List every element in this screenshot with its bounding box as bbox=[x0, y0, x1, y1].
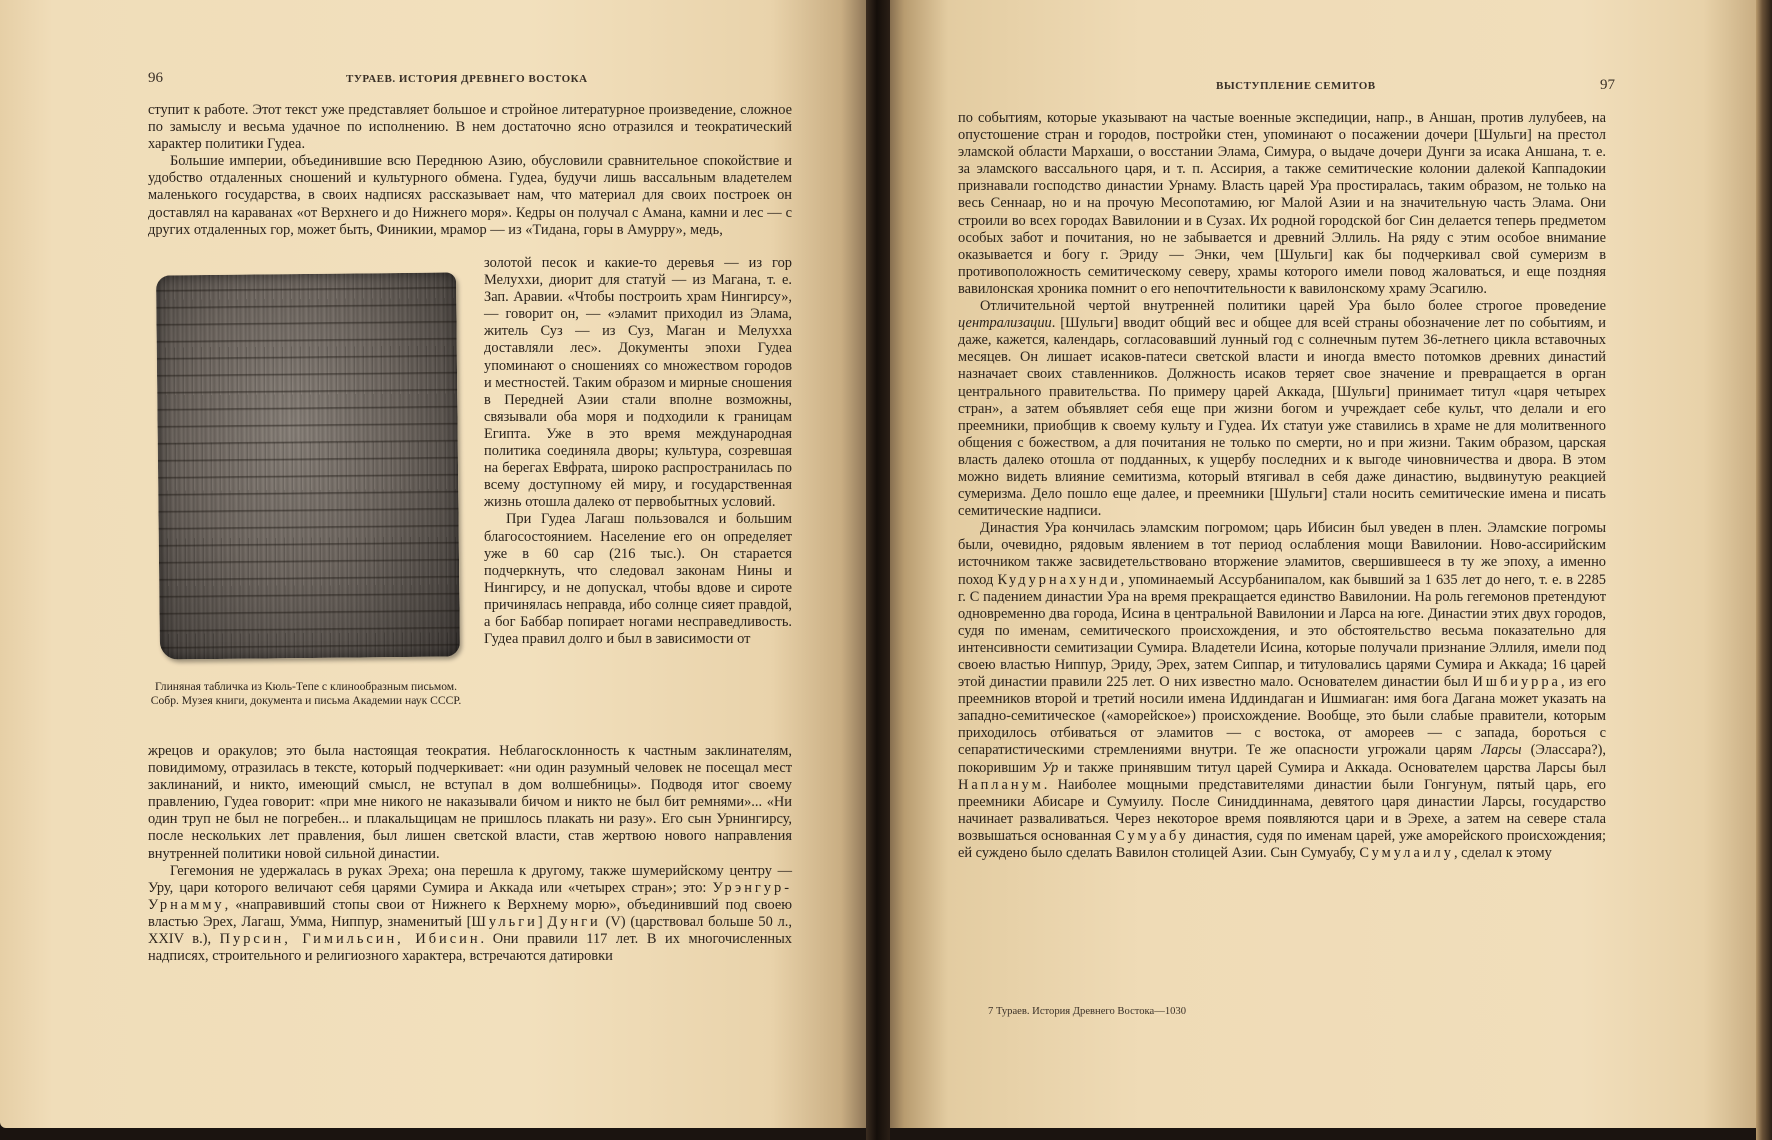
paragraph: Династия Ура кончилась эламским погромом; царь Ибисин был уведен в плен. Эламские погромы были, очевидно, рядовым явлением в тот период ослабления мощи Вавилонии. Ново-ассирийским источником также засвидетельствовано вторжение эламитов, свершившееся в ту же эпоху, а именно поход Кудурнахунди, упоминаемый Ассурбанипалом, как бывший за 1 635 лет до него, т. е. в 2285 г. С падением династии Ура на время прекращается единство Вавилонии. На роль гегемонов претендуют одновременно два города, Исина в центральной Вавилонии и Ларса на юге. Династии этих двух городов, судя по именам, семитического происхождения, и это обстоятельство весьма показательно для интенсивности семитизации Сумира. Владетели Исина, которые получали признание Эллиля, имели под своею властью Ниппур, Эриду, Эрех, затем Сиппар, и титуловались царями Сумира и Аккада; 16 царей этой династии правили 225 лет. О них известно мало. Основателем династии был Ишбиурра, из его преемников второй и третий носили имена Иддиндаган и Ишмиаган: имя бога Дагана может указать на западно-семитическое («аморейское») происхождение. Вообще, это были слабые правители, которым приходилось отбиваться от эламитов — с востока, от амореев — с запада, бороться с сепаратистическими стремлениями внутри. Те же опасности угрожали царям Ларсы (Элассара?), покорившим Ур и также принявшим титул царей Сумира и Аккада. Основателем царства Ларсы был Напланум. Наиболее мощными представителями династии были Гонгунум, пятый царь, его преемники Абисаре и Сумуилу. После Синиддиннама, девятого царя династии Ларсы, государство начинает разваливаться. Через некоторое время появляются цари и в Эрехе, а затем на севере стала возвышаться основанная Сумуабу династия, судя по именам царей, уже аморейского происхождения; ей суждено было сделать Вавилон столицей Азии. Сын Сумуабу, Сумулаилу, сделал к этому bbox=[958, 520, 1607, 862]
left-top-text bbox=[148, 102, 792, 239]
right-main-text bbox=[958, 110, 1606, 862]
signature-footnote: 7 Тураев. История Древнего Востока—1030 bbox=[988, 1006, 1187, 1017]
paragraph: При Гудеа Лагаш пользовался и большим благосостоянием. Население его он определяет уже в 60 сар (216 тыс.). Он старается подчеркнуть, что следовал законам Нины и Нингирсу, и не допускал, чтобы вдове и сироте причинялась неправда, ибо солнце сияет правдой, а бог Баббар попирает ногами несправедливость. Гудеа правил долго и был в зависимости от bbox=[484, 511, 792, 648]
right-page bbox=[878, 0, 1756, 1128]
left-page-number: 96 bbox=[148, 70, 163, 86]
paragraph: Большие империи, объединившие всю Переднюю Азию, обусловили сравнительное спокойствие и удобство отдаленных сношений и культурного обмена. Гудеа, будучи лишь вассальным владетелем маленького государства, в своих надписях рассказывает нам, что материал для своих построек он доставлял на караванах «от Верхнего и до Нижнего моря». Кедры он получал с Амана, камни и лес — с других отдаленных гор, может быть, Финикии, мрамор — из «Тидана, горы в Амурру», медь, bbox=[148, 153, 792, 238]
figure-caption: Глиняная табличка из Кюль-Тепе с клинообразным письмом. Собр. Музея книги, документа и письма Академии наук СССР. bbox=[150, 680, 462, 707]
paragraph: Гегемония не удержалась в руках Эреха; она перешла к другому, также шумерийскому центру — Уру, цари которого величают себя царями Сумира и Аккада или «четырех стран»; это: Урэнгур-Урнамму, «направивший стопы свои от Нижнего к Верхнему морю», объединивший под своею властью Эрех, Лагаш, Умма, Ниппур, знаменитый [Шульги] Дунги (V) (царствовал больше 50 л., XXIV в.), Пурсин, Гимильсин, Ибисин. Они правили 117 лет. В их многочисленных надписях, строительного и религиозного характера, встречаются датировки bbox=[148, 862, 792, 965]
paragraph: ступит к работе. Этот текст уже представляет большое и стройное литературное произведение, сложное по замыслу и весьма удачное по исполнению. В нем достаточно ясно отразился и теократический характер политики Гудеа. bbox=[148, 102, 792, 153]
right-running-head: ВЫСТУПЛЕНИЕ СЕМИТОВ bbox=[1216, 80, 1376, 92]
paragraph: золотой песок и какие-то деревья — из гор Мелуххи, диорит для статуй — из Магана, т. е. Зап. Аравии. «Чтобы построить храм Нингирсу», — говорит он, — «эламит приходил из Элама, житель Суз — из Суз, Маган и Мелухха доставляли лес». Документы эпохи Гудеа упоминают о сношениях со множеством городов и местностей. Таким образом и мирные сношения в Передней Азии стали вполне возможны, связывали оба моря и подходили к границам Египта. Уже в это время международная политика соединяла дворы; культура, созревшая на берегах Евфрата, широко распространилась по всему доступному ей миру, и государственная жизнь отошла далеко от первобытных условий. bbox=[484, 255, 793, 511]
left-running-head: ТУРАЕВ. ИСТОРИЯ ДРЕВНЕГО ВОСТОКА bbox=[346, 73, 588, 85]
paragraph: по событиям, которые указывают на частые военные экспедиции, напр., в Аншан, против лулубеев, на опустошение стран и городов, постройки стен, упоминают о посажении дочери [Шульги] на престол эламской области Мархаши, о восстании Элама, Симура, о выдаче дочери Дунги за исака Аншана, т. е. за эламского вассального царя, и т. п. Ассирия, а также семитические колонии далекой Каппадокии признавали господство династии Урнаму. Власть царей Ура простиралась, таким образом, не только на весь Сеннаар, но и на прочую Месопотамию, юг Малой Азии и на значительную часть Элама. Они строили во всех городах Вавилонии и в Сузах. Их родной городской бог Син делается теперь предметом особых забот и почитания, но не забывается и древний Эллиль. На ряду с этим особое внимание оказывается и богу г. Эриду — Энки, чем [Шульги] как бы подчеркивал свой сумеризм в противоположность семитическому северу, храмы которого имели повод жаловаться, и еще поздняя вавилонская хроника помнит о его непочтительности к вавилонскому храму Эсагилю. bbox=[958, 110, 1606, 297]
clay-tablet-figure bbox=[150, 270, 466, 660]
right-page-number: 97 bbox=[1600, 77, 1615, 93]
left-bottom-text bbox=[148, 743, 792, 965]
cuneiform-tablet-photo bbox=[156, 272, 460, 659]
paragraph: жрецов и оракулов; это была настоящая теократия. Неблагосклонность к частным заклинателям, повидимому, отразилась в тексте, который подчеркивает: «ни один разумный человек не посещал мест заклинаний, и никто, имеющий смысл, не вступал в дом волшебницы». Подводя итог своему правлению, Гудеа говорит: «при мне никого не наказывали бичом и никто не был бит ремнями»... «Ни один труп не был не погребен... и плакальщицам не пришлось плакать ни разу». Его сын Урнингирсу, после нескольких лет правления, был лишен светской власти, став жертвою нового направления внутренней политики новой сильной династии. bbox=[148, 743, 792, 862]
page-edge bbox=[1756, 0, 1772, 1140]
left-side-text bbox=[484, 255, 792, 648]
paragraph: Отличительной чертой внутренней политики царей Ура было более строгое проведение централизации. [Шульги] вводит общий вес и общее для всей страны обозначение лет по событиям, и даже, кажется, календарь, согласовавший лунный год с солнечным путем 36-летнего цикла вставочных месяцев. Он лишает исаков-патеси светской власти и иногда вместо потомков древних династий назначает своих ставленников. Должность исаков теряет свое значение и превращается в орган центрального правительства. По примеру царей Аккада, [Шульги] принимает титул «царя четырех стран», а затем объявляет себя еще при жизни богом и учреждает себе культ, что делали и его преемники, приобщив к своему культу и Гудеа. Их статуи уже ставились в храме не для молитвенного общения с божеством, а для почитания не только по смерти, но и при жизни. Таким образом, царская власть далеко отошла от подданных, к ущербу последних и к выгоде чиновничества и двора. В этом можно видеть влияние семитизма, который втягивал в себя даже династию, выдвинутую реакцией сумеризма. Дело пошло еще далее, и преемники [Шульги] стали носить семитические имена и писать семитические надписи. bbox=[958, 298, 1606, 520]
book-gutter bbox=[866, 0, 890, 1140]
left-page bbox=[0, 0, 876, 1128]
